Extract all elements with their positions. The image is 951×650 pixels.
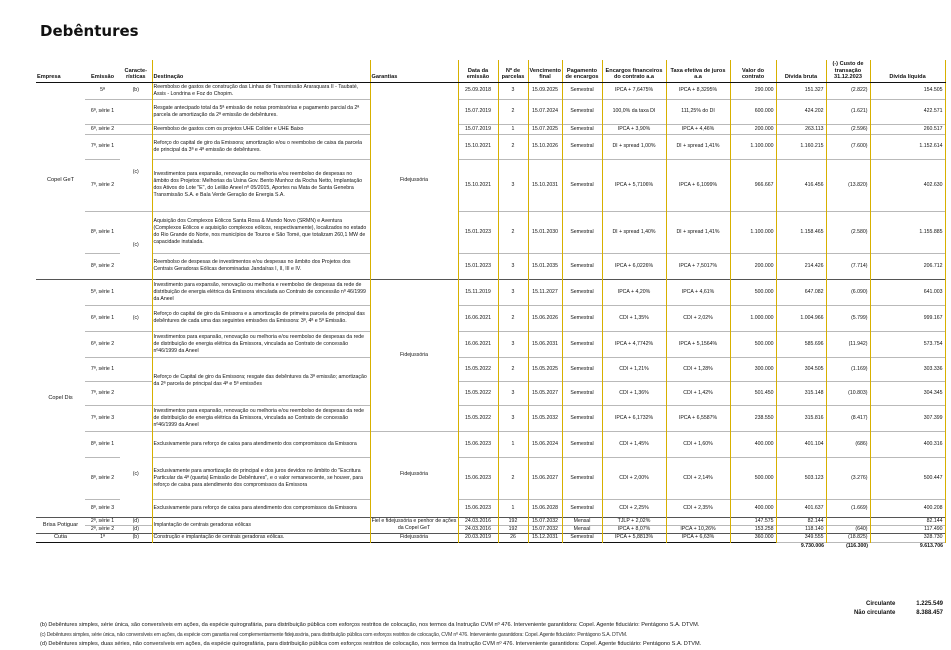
cell-custo: (686) <box>826 431 870 457</box>
cell-pag: Semestral <box>562 431 602 457</box>
cell-venc: 15.10.2031 <box>528 159 562 211</box>
cell-data: 15.07.2019 <box>458 99 498 124</box>
cell-bruta: 401.104 <box>776 431 826 457</box>
cell-liquida: 400.316 <box>870 431 945 457</box>
cell-bruta: 416.456 <box>776 159 826 211</box>
cell-pag: Semestral <box>562 159 602 211</box>
cell-encargos: DI + spread 1,00% <box>602 134 666 159</box>
company-copel-get: Copel GeT <box>36 82 85 279</box>
cell-carac: (d) <box>120 525 152 533</box>
circulante-label: Circulante <box>865 601 896 607</box>
col-vencimento: Vencimento final <box>528 60 562 82</box>
total-custo: (116.300) <box>826 542 870 551</box>
cell-destinacao: Reembolso de gastos de construção das Linhas de Transmissão Araraquara II - Taubaté, Assis - Londrina e Foz do Chopim. <box>152 82 370 99</box>
cell-data: 24.03.2016 <box>458 525 498 533</box>
cell-emissao: 5ª <box>85 82 120 99</box>
cell-encargos: CDI + 1,21% <box>602 357 666 381</box>
cell-encargos: IPCA + 6,0226% <box>602 253 666 279</box>
cell-venc: 15.12.2031 <box>528 533 562 542</box>
col-taxa: Taxa efetiva de juros a.a <box>666 60 730 82</box>
cell-liquida: 328.730 <box>870 533 945 542</box>
cell-taxa: CDI + 2,02% <box>666 305 730 331</box>
cell-liquida: 307.399 <box>870 405 945 431</box>
cell-encargos: CDI + 1,35% <box>602 305 666 331</box>
table-header-row <box>36 60 945 82</box>
cell-custo: (18.825) <box>826 533 870 542</box>
cell-parcelas: 26 <box>498 533 528 542</box>
cell-bruta: 118.140 <box>776 525 826 533</box>
cell-parcelas: 2 <box>498 305 528 331</box>
cell-pag: Semestral <box>562 381 602 405</box>
cell-bruta: 1.004.966 <box>776 305 826 331</box>
cell-liquida: 400.208 <box>870 499 945 517</box>
cell-venc: 15.05.2025 <box>528 357 562 381</box>
cell-data: 15.05.2022 <box>458 357 498 381</box>
cell-parcelas: 3 <box>498 381 528 405</box>
cell-garantia: Fidejussória <box>370 431 458 517</box>
footnote-c: (c) Debêntures simples, série única, não conversíveis em ações, da espécie com garantia real complementarmente fidejussória, para distribuição pública com esforços restritos de colocação, CVM nº 476. Interveniente garantidora: Copel. Agente fiduciário: Pentágono S.A. DTVM. <box>40 632 628 638</box>
cell-data: 15.06.2023 <box>458 431 498 457</box>
total-divida-liquida: 9.613.706 <box>870 542 945 551</box>
cell-taxa: IPCA + 6,1099% <box>666 159 730 211</box>
cell-data: 16.06.2021 <box>458 331 498 357</box>
cell-pag: Semestral <box>562 211 602 253</box>
cell-custo: (13.820) <box>826 159 870 211</box>
cell-custo: (2.596) <box>826 124 870 134</box>
cell-carac <box>120 381 152 405</box>
cell-parcelas: 3 <box>498 159 528 211</box>
cell-data: 15.07.2019 <box>458 124 498 134</box>
table-row <box>36 357 945 381</box>
cell-pag: Semestral <box>562 279 602 305</box>
cell-bruta: 349.555 <box>776 533 826 542</box>
table-row <box>36 99 945 124</box>
table-row <box>36 405 945 431</box>
cell-carac <box>120 279 152 305</box>
cell-encargos: IPCA + 7,6475% <box>602 82 666 99</box>
cell-pag: Semestral <box>562 533 602 542</box>
cell-liquida: 999.167 <box>870 305 945 331</box>
col-pagamento: Pagamento de encargos <box>562 60 602 82</box>
cell-encargos: CDI + 2,00% <box>602 457 666 499</box>
cell-liquida: 154.505 <box>870 82 945 99</box>
cell-carac: (b) <box>120 82 152 99</box>
cell-emissao: 8ª, série 2 <box>85 253 120 279</box>
cell-parcelas: 3 <box>498 253 528 279</box>
cell-valor: 153.258 <box>730 525 776 533</box>
cell-liquida: 304.345 <box>870 381 945 405</box>
cell-emissao: 8ª, série 3 <box>85 499 120 517</box>
circulante-row <box>866 601 943 607</box>
cell-data: 15.01.2023 <box>458 211 498 253</box>
cell-emissao: 6ª, série 1 <box>85 305 120 331</box>
cell-emissao: 6ª, série 2 <box>85 124 120 134</box>
cell-bruta: 315.816 <box>776 405 826 431</box>
cell-bruta: 315.148 <box>776 381 826 405</box>
cell-data: 15.10.2021 <box>458 159 498 211</box>
cell-pag: Semestral <box>562 457 602 499</box>
cell-bruta: 1.158.465 <box>776 211 826 253</box>
cell-garantia: Fidejussória <box>370 279 458 431</box>
cell-liquida: 500.447 <box>870 457 945 499</box>
cell-liquida: 422.571 <box>870 99 945 124</box>
cell-encargos: CDI + 2,25% <box>602 499 666 517</box>
cell-venc: 15.06.2027 <box>528 457 562 499</box>
cell-taxa: IPCA + 6,5587% <box>666 405 730 431</box>
cell-emissao: 1ª <box>85 533 120 542</box>
cell-parcelas: 2 <box>498 211 528 253</box>
cell-bruta: 647.082 <box>776 279 826 305</box>
cell-taxa: CDI + 2,35% <box>666 499 730 517</box>
cell-carac <box>120 405 152 431</box>
cell-custo: (640) <box>826 525 870 533</box>
cell-liquida: 82.144 <box>870 517 945 525</box>
cell-data: 15.10.2021 <box>458 134 498 159</box>
col-caracteristicas: Caracte- rísticas <box>120 60 152 82</box>
cell-pag: Semestral <box>562 99 602 124</box>
cell-taxa: CDI + 2,14% <box>666 457 730 499</box>
page-title: Debêntures <box>40 22 139 40</box>
cell-venc: 15.11.2027 <box>528 279 562 305</box>
cell-bruta: 1.160.215 <box>776 134 826 159</box>
cell-data: 24.03.2016 <box>458 517 498 525</box>
cell-emissao: 6ª, série 1 <box>85 99 120 124</box>
cell-parcelas: 1 <box>498 431 528 457</box>
cell-destinacao: Implantação de centrais geradoras eólicas <box>152 517 370 533</box>
cell-valor: 200.000 <box>730 124 776 134</box>
cell-venc: 15.05.2032 <box>528 405 562 431</box>
nao-circulante-row <box>854 610 943 616</box>
cell-parcelas: 2 <box>498 99 528 124</box>
col-valor: Valor do contrato <box>730 60 776 82</box>
cell-valor: 1.100.000 <box>730 211 776 253</box>
table-row <box>36 331 945 357</box>
cell-custo <box>826 517 870 525</box>
cell-taxa: CDI + 1,28% <box>666 357 730 381</box>
totals-spacer <box>36 542 776 551</box>
cell-bruta: 585.696 <box>776 331 826 357</box>
cell-pag: Semestral <box>562 305 602 331</box>
total-divida-bruta: 9.730.006 <box>776 542 826 551</box>
cell-venc: 15.01.2035 <box>528 253 562 279</box>
cell-destinacao: Exclusivamente para reforço de caixa para atendimento dos compromissos da Emissora <box>152 499 370 517</box>
cell-valor: 966.667 <box>730 159 776 211</box>
cell-parcelas: 192 <box>498 517 528 525</box>
table-row <box>36 134 945 159</box>
footnote-b: (b) Debêntures simples, série única, são conversíveis em ações, da espécie quirografária, para distribuição pública com esforços restritos de colocação, nos termos da Instrução CVM nº 476. Interveniente garantidora: Copel. Agente fiduciário: Pentágono S.A. DTVM. <box>40 622 700 628</box>
cell-liquida: 573.754 <box>870 331 945 357</box>
cell-pag: Semestral <box>562 82 602 99</box>
cell-liquida: 402.630 <box>870 159 945 211</box>
cell-parcelas: 3 <box>498 279 528 305</box>
cell-liquida: 206.712 <box>870 253 945 279</box>
cell-venc: 15.05.2027 <box>528 381 562 405</box>
cell-encargos: DI + spread 1,40% <box>602 211 666 253</box>
cell-bruta: 424.202 <box>776 99 826 124</box>
cell-taxa: 111,25% do DI <box>666 99 730 124</box>
cell-venc: 15.07.2032 <box>528 517 562 525</box>
cell-taxa: CDI + 1,42% <box>666 381 730 405</box>
cell-valor: 600.000 <box>730 99 776 124</box>
cell-encargos: CDI + 1,45% <box>602 431 666 457</box>
cell-data: 20.03.2019 <box>458 533 498 542</box>
cell-destinacao: Reembolso de gastos com os projetos UHE Colíder e UHE Baixo <box>152 124 370 134</box>
company-cutia: Cutia <box>36 533 85 542</box>
cell-carac <box>120 124 152 134</box>
cell-parcelas: 2 <box>498 134 528 159</box>
cell-parcelas: 3 <box>498 82 528 99</box>
cell-custo: (10.803) <box>826 381 870 405</box>
table-row <box>36 253 945 279</box>
col-divida-bruta: Dívida bruta <box>776 60 826 82</box>
cell-emissao: 8ª, série 1 <box>85 211 120 253</box>
cell-parcelas: 192 <box>498 525 528 533</box>
cell-taxa: IPCA + 5,1564% <box>666 331 730 357</box>
cell-destinacao: Investimentos para expansão, renovação ou melhoria e/ou reembolso de despesas no âmbito dos Projetos: Melhorias da Usina Gov. Bento Munhoz da Rocha Netto, Implantação dos Ativos do Lote "E", do Leilão Aneel nº 05/2015, Aportes na Mata de Santa Genebra Transmissão S.A. e Baía Verde Geração de Energia S.A. <box>152 159 370 211</box>
col-destinacao: Destinação <box>152 60 370 82</box>
col-emissao: Emissão <box>85 60 120 82</box>
cell-encargos: IPCA + 3,90% <box>602 124 666 134</box>
cell-venc: 15.09.2025 <box>528 82 562 99</box>
cell-bruta: 263.113 <box>776 124 826 134</box>
cell-destinacao: Reforço do capital de giro da Emissora e a amortização de primeira parcela de principal das debêntures de cada uma das seguintes emissões da Emissora: 3ª, 4ª e 5ª Emissão. <box>152 305 370 331</box>
cell-pag: Semestral <box>562 331 602 357</box>
cell-custo: (7.600) <box>826 134 870 159</box>
cell-data: 16.06.2021 <box>458 305 498 331</box>
cell-pag: Semestral <box>562 253 602 279</box>
cell-carac: (c) <box>120 134 152 211</box>
cell-encargos: TJLP + 2,02% <box>602 517 666 525</box>
cell-data: 15.05.2022 <box>458 381 498 405</box>
table-row <box>36 533 945 542</box>
cell-venc: 15.07.2024 <box>528 99 562 124</box>
cell-destinacao: Reforço de Capital de giro da Emissora; resgate das debêntures da 3ª emissão; amortização da 2ª parcela de principal das 4ª e 5ª emissões <box>152 357 370 405</box>
cell-liquida: 117.490 <box>870 525 945 533</box>
cell-pag: Semestral <box>562 499 602 517</box>
debentures-table <box>36 60 946 551</box>
cell-garantia: Fiel e fidejussória e penhor de ações da Copel GeT <box>371 518 457 531</box>
cell-emissao: 5ª, série 1 <box>85 279 120 305</box>
cell-bruta: 304.505 <box>776 357 826 381</box>
cell-carac <box>120 357 152 381</box>
cell-carac <box>120 99 152 124</box>
cell-pag: Semestral <box>562 357 602 381</box>
cell-destinacao: Investimentos para expansão, renovação ou melhoria e/ou reembolso de despesas da rede de distribuição de energia elétrica da Emissora, vinculada ao Contrato de concessão nº46/1999 da Aneel <box>152 405 370 431</box>
cell-valor: 200.000 <box>730 253 776 279</box>
table-row <box>36 211 945 253</box>
cell-encargos: IPCA + 8,07% <box>602 525 666 533</box>
cell-parcelas: 2 <box>498 457 528 499</box>
cell-taxa: DI + spread 1,41% <box>666 134 730 159</box>
cell-emissao: 2ª, série 1 <box>85 517 120 525</box>
totals-row <box>36 542 945 551</box>
company-copel-dis: Copel Dis <box>36 279 85 517</box>
table-row <box>36 82 945 99</box>
col-custo: (-) Custo de transação 31.12.2023 <box>826 60 870 82</box>
cell-destinacao: Construção e implantação de centrais geradoras eólicas. <box>152 533 370 542</box>
cell-destinacao: Exclusivamente para amortização do principal e dos juros devidos no âmbito do "Escritura Particular da 4ª (quarta) Emissão de Debêntures", e o valor remanescente, se houver, para reforço de caixa para atendimento dos compromissos da Emissora <box>152 457 370 499</box>
cell-data: 15.06.2023 <box>458 457 498 499</box>
cell-encargos: IPCA + 5,8813% <box>602 533 666 542</box>
cell-taxa: IPCA + 8,3295% <box>666 82 730 99</box>
cell-destinacao: Investimentos para expansão, renovação ou melhoria e/ou reembolso de despesas da rede de distribuição de energia elétrica da Emissora, vinculada ao Contrato de concessão nº46/1999 da Aneel <box>152 331 370 357</box>
cell-emissao: 6ª, série 2 <box>85 331 120 357</box>
cell-custo: (5.799) <box>826 305 870 331</box>
cell-emissao: 2ª, série 2 <box>85 525 120 533</box>
cell-emissao: 7ª, série 3 <box>85 405 120 431</box>
cell-encargos: IPCA + 4,20% <box>602 279 666 305</box>
cell-destinacao: Aquisição dos Complexos Eólicos Santa Rosa & Mundo Novo (SRMN) e Aventura (Complexos Eólicos e aquisição complexos eólicos, respectivamente), localizados no estado do Rio Grande do Norte, nos municípios de Touros e São Tomé, que totalizam 260,1 MW de capacidade instalada. <box>152 211 370 253</box>
footnote-d: (d) Debêntures simples, duas séries, não conversíveis em ações, da espécie quirografária, para distribuição pública com esforços restritos de colocação, nos termos da Instrução CVM nº 476. Interveniente garantidora: Copel. Agente fiduciário: Pentágono S.A. DTVM. <box>40 641 702 647</box>
cell-emissao: 7ª, série 2 <box>85 381 120 405</box>
cell-encargos: CDI + 1,36% <box>602 381 666 405</box>
cell-custo: (1.169) <box>826 357 870 381</box>
cell-pag: Semestral <box>562 124 602 134</box>
col-data-emissao: Data da emissão <box>458 60 498 82</box>
cell-pag: Mensal <box>562 517 602 525</box>
cell-liquida: 1.155.885 <box>870 211 945 253</box>
circulante-value: 1.225.549 <box>916 601 943 607</box>
cell-liquida: 303.336 <box>870 357 945 381</box>
table-row <box>36 279 945 305</box>
cell-valor: 500.000 <box>730 457 776 499</box>
col-empresa: Empresa <box>36 60 85 82</box>
cell-custo: (6.090) <box>826 279 870 305</box>
cell-valor: 500.000 <box>730 279 776 305</box>
cell-bruta: 214.426 <box>776 253 826 279</box>
cell-encargos: 100,0% da taxa DI <box>602 99 666 124</box>
cell-liquida: 1.152.614 <box>870 134 945 159</box>
col-divida-liquida: Dívida líquida <box>870 60 945 82</box>
cell-taxa: IPCA + 7,5017% <box>666 253 730 279</box>
cell-valor: 400.000 <box>730 499 776 517</box>
cell-valor: 1.100.000 <box>730 134 776 159</box>
cell-bruta: 503.123 <box>776 457 826 499</box>
table-row <box>36 124 945 134</box>
nao-circulante-label: Não circulante <box>853 610 896 616</box>
cell-venc: 15.06.2031 <box>528 331 562 357</box>
cell-pag: Semestral <box>562 134 602 159</box>
cell-liquida: 641.003 <box>870 279 945 305</box>
nao-circulante-value: 8.388.457 <box>916 610 943 616</box>
cell-carac <box>120 331 152 357</box>
cell-taxa: IPCA + 6,63% <box>666 533 730 542</box>
cell-parcelas: 1 <box>498 499 528 517</box>
col-parcelas: Nº de parcelas <box>498 60 528 82</box>
cell-valor: 300.000 <box>730 357 776 381</box>
company-brisa-potiguar: Brisa Potiguar <box>36 517 85 533</box>
cell-parcelas: 2 <box>498 357 528 381</box>
cell-carac: (c) <box>120 211 152 279</box>
cell-data: 15.11.2019 <box>458 279 498 305</box>
cell-pag: Mensal <box>562 525 602 533</box>
cell-carac: (b) <box>120 533 152 542</box>
cell-carac: (d) <box>120 517 152 525</box>
cell-custo: (8.417) <box>826 405 870 431</box>
cell-custo: (2.580) <box>826 211 870 253</box>
cell-emissao: 7ª, série 2 <box>85 159 120 211</box>
cell-valor: 501.450 <box>730 381 776 405</box>
cell-custo: (1.621) <box>826 99 870 124</box>
cell-carac: (c) <box>120 305 152 331</box>
cell-valor: 147.575 <box>730 517 776 525</box>
cell-valor: 238.550 <box>730 405 776 431</box>
cell-venc: 15.10.2026 <box>528 134 562 159</box>
cell-emissao: 8ª, série 2 <box>85 457 120 499</box>
cell-taxa: DI + spread 1,41% <box>666 211 730 253</box>
cell-destinacao: Investimento para expansão, renovação ou melhoria e reembolso de despesas da rede de distribuição de energia elétrica da Emissora vinculada ao Contrato de concessão nº 46/1999 da Aneel <box>152 279 370 305</box>
cell-data: 15.05.2022 <box>458 405 498 431</box>
cell-custo: (11.942) <box>826 331 870 357</box>
cell-bruta: 401.637 <box>776 499 826 517</box>
cell-valor: 500.000 <box>730 331 776 357</box>
cell-pag: Semestral <box>562 405 602 431</box>
cell-venc: 15.07.2032 <box>528 525 562 533</box>
cell-venc: 15.06.2028 <box>528 499 562 517</box>
table-row <box>36 305 945 331</box>
cell-venc: 15.07.2025 <box>528 124 562 134</box>
table-row <box>36 431 945 457</box>
cell-venc: 15.01.2030 <box>528 211 562 253</box>
cell-data: 25.09.2018 <box>458 82 498 99</box>
cell-destinacao: Resgate antecipado total da 5ª emissão de notas promissórias e pagamento parcial da 2ª parcela de amortização da 2ª emissão de debêntures. <box>152 99 370 124</box>
cell-venc: 15.06.2024 <box>528 431 562 457</box>
cell-custo: (1.669) <box>826 499 870 517</box>
cell-encargos: IPCA + 6,1732% <box>602 405 666 431</box>
col-encargos: Encargos financeiros do contrato a.a <box>602 60 666 82</box>
cell-garantia: Fidejussória <box>370 82 458 279</box>
cell-encargos: IPCA + 5,7106% <box>602 159 666 211</box>
table-row <box>36 457 945 499</box>
cell-parcelas: 3 <box>498 331 528 357</box>
cell-taxa: IPCA + 4,46% <box>666 124 730 134</box>
cell-emissao: 7ª, série 1 <box>85 357 120 381</box>
cell-taxa <box>666 517 730 525</box>
cell-venc: 15.06.2026 <box>528 305 562 331</box>
cell-destinacao: Reembolso de despesas de investimentos e/ou despesas no âmbito dos Projetos dos Centrais Geradoras Eólicas denominadas Jandaíras I, II, III e IV. <box>152 253 370 279</box>
table-row <box>36 499 945 517</box>
cell-liquida: 260.517 <box>870 124 945 134</box>
cell-bruta: 82.144 <box>776 517 826 525</box>
col-garantias: Garantias <box>370 60 458 82</box>
cell-valor: 1.000.000 <box>730 305 776 331</box>
cell-valor: 360.000 <box>730 533 776 542</box>
cell-taxa: IPCA + 10,26% <box>666 525 730 533</box>
cell-custo: (7.714) <box>826 253 870 279</box>
cell-destinacao: Reforço do capital de giro da Emissora; amortização e/ou o reembolso de caixa da parcela de principal da 3ª e 4ª emissão de debêntures. <box>152 134 370 159</box>
cell-emissao: 8ª, série 1 <box>85 431 120 457</box>
cell-custo: (3.276) <box>826 457 870 499</box>
cell-emissao: 7ª, série 1 <box>85 134 120 159</box>
cell-parcelas: 1 <box>498 124 528 134</box>
table-row <box>36 517 945 525</box>
cell-valor: 290.000 <box>730 82 776 99</box>
cell-destinacao: Exclusivamente para reforço de caixa para atendimento dos compromissos da Emissora <box>152 431 370 457</box>
cell-carac: (c) <box>120 431 152 517</box>
cell-parcelas: 3 <box>498 405 528 431</box>
cell-custo: (2.822) <box>826 82 870 99</box>
table-row <box>36 159 945 211</box>
cell-encargos: IPCA + 4,7742% <box>602 331 666 357</box>
cell-taxa: CDI + 1,60% <box>666 431 730 457</box>
cell-bruta: 151.327 <box>776 82 826 99</box>
cell-taxa: IPCA + 4,61% <box>666 279 730 305</box>
cell-data: 15.06.2023 <box>458 499 498 517</box>
cell-data: 15.01.2023 <box>458 253 498 279</box>
cell-garantia: Fidejussória <box>370 533 458 542</box>
cell-valor: 400.000 <box>730 431 776 457</box>
